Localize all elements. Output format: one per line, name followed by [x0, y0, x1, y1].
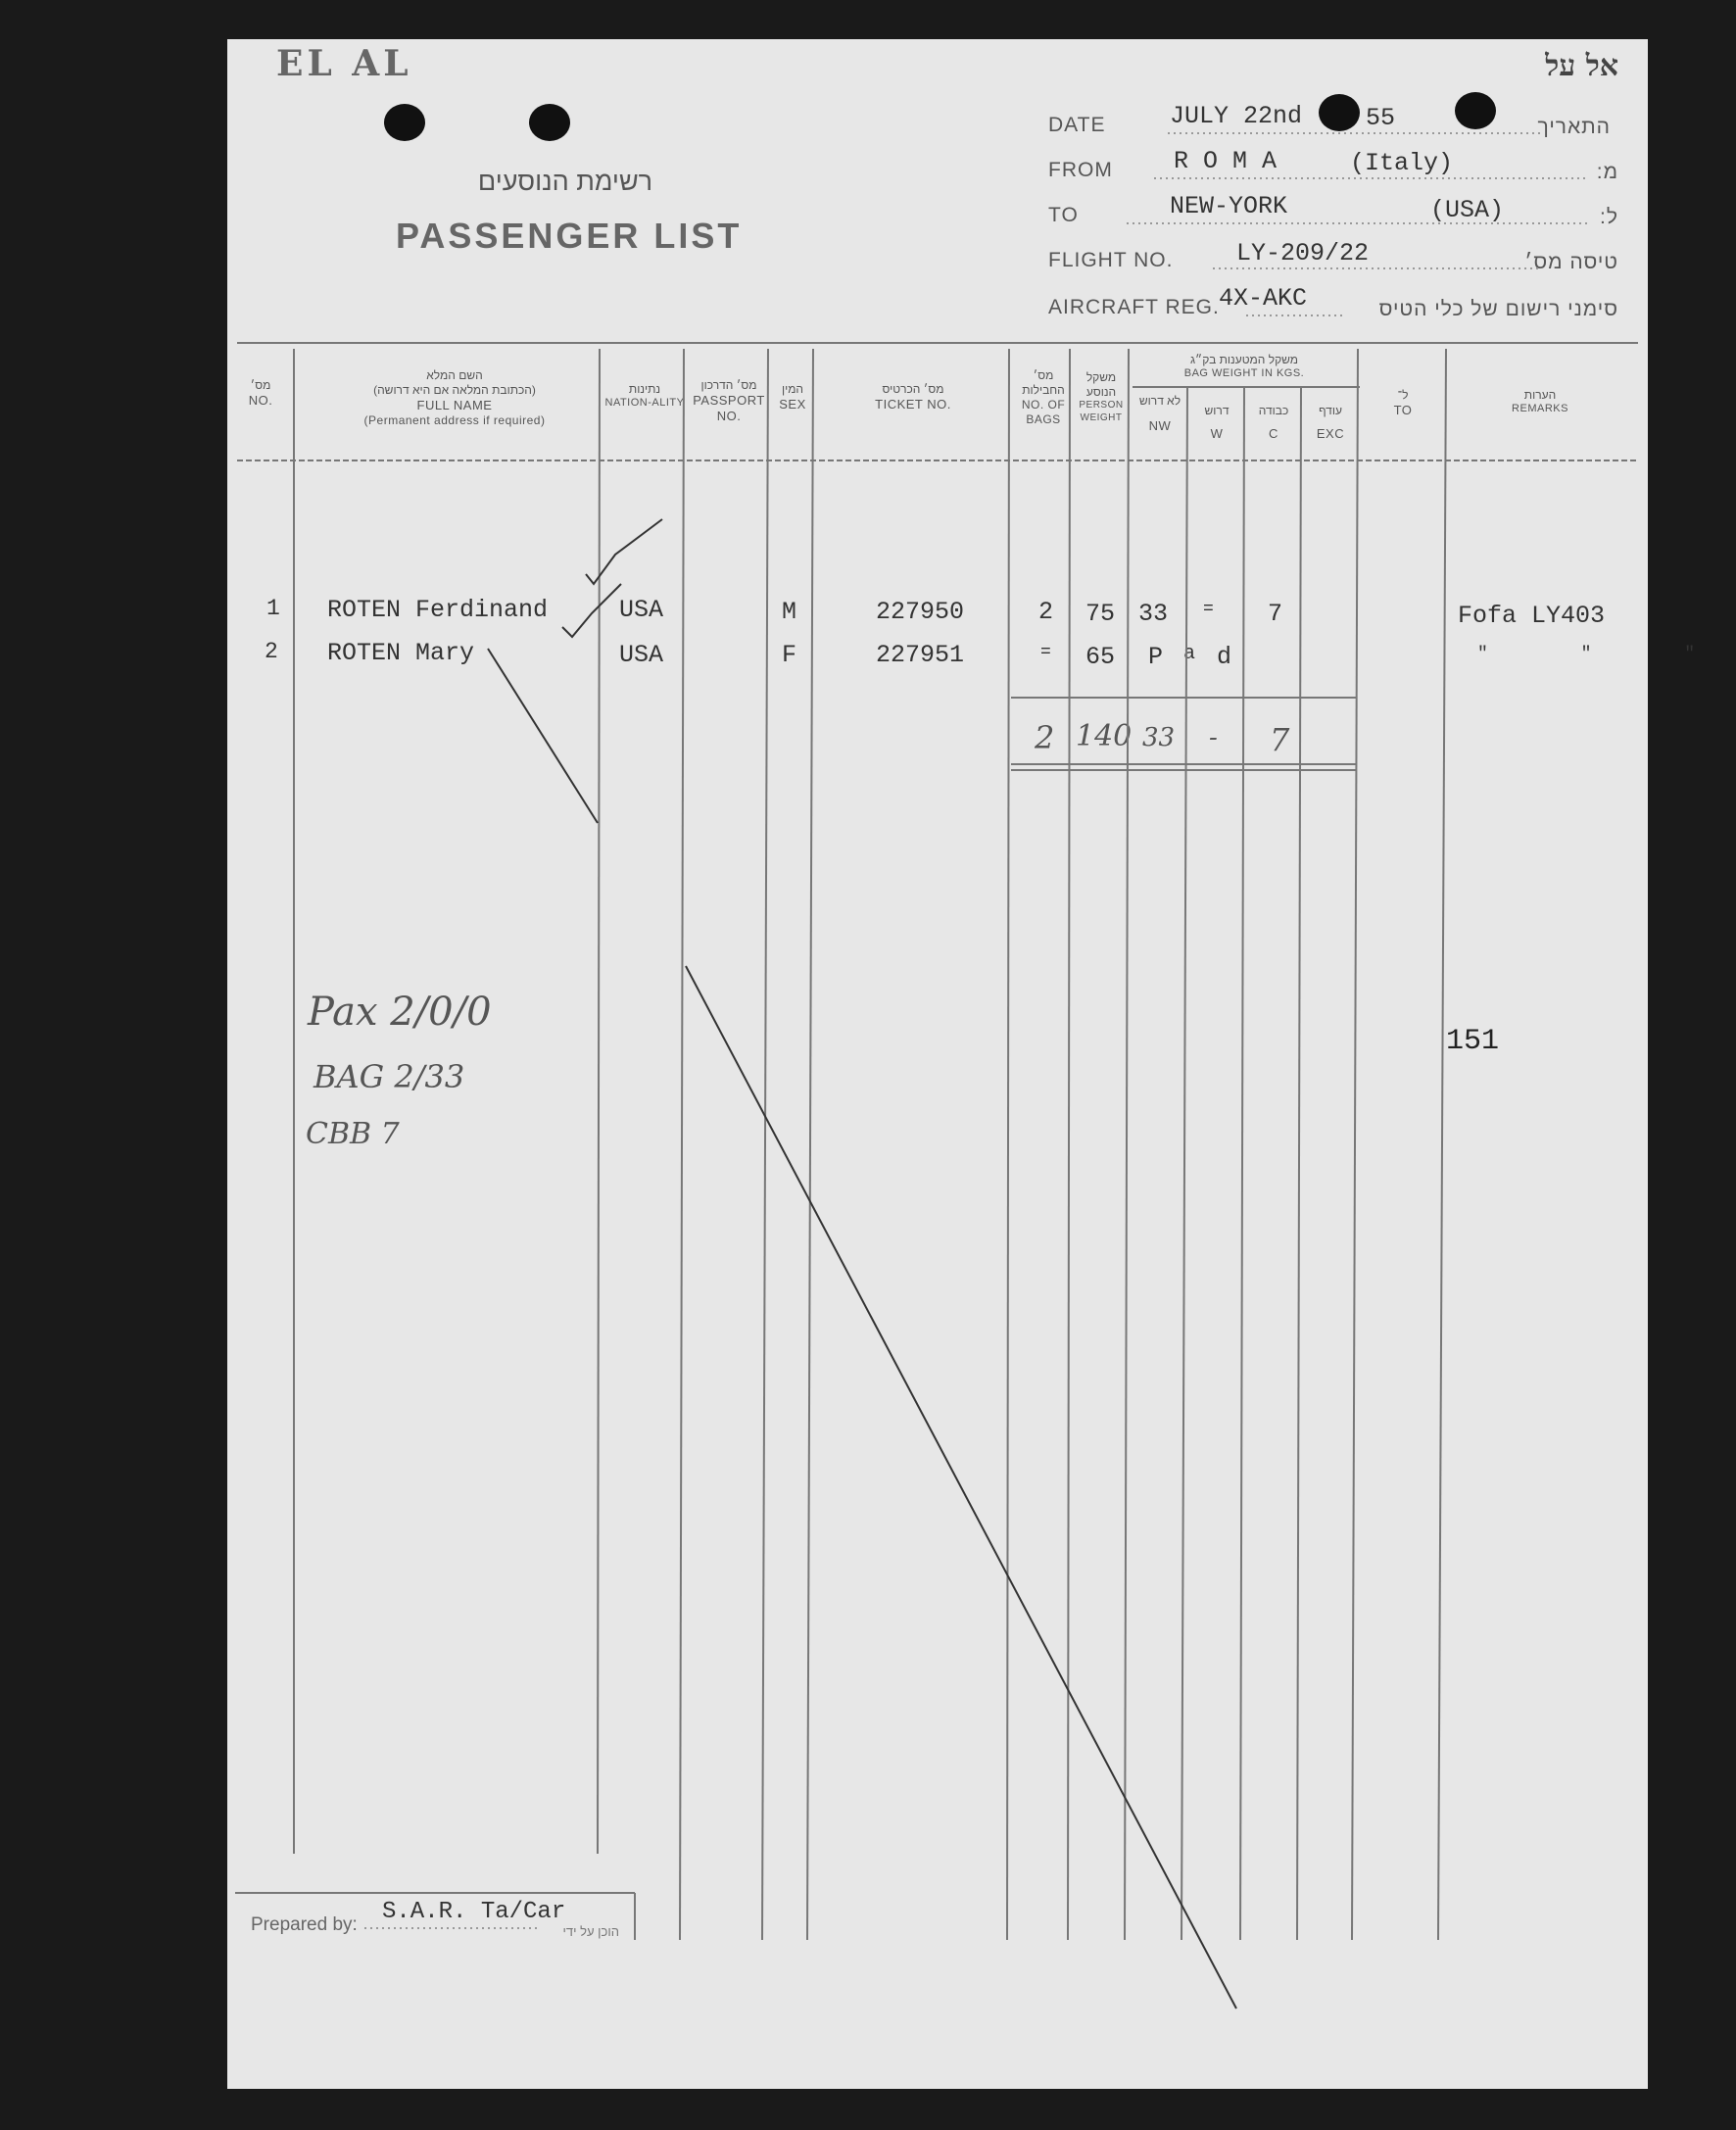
- row1-sex: M: [782, 598, 797, 626]
- passenger-list-sheet: [227, 39, 1736, 2089]
- from-label-he: מ:: [1596, 161, 1618, 183]
- row1-bags: 2: [1038, 598, 1054, 626]
- col-exc-header: עודף EXC: [1316, 404, 1345, 441]
- col-bag-weight-group-header: משקל המטענות בק״ג BAG WEIGHT IN KGS.: [1183, 353, 1305, 379]
- row1-person-weight: 75: [1085, 600, 1116, 628]
- aircraft-reg-label-he: סימני רישום של כלי הטיס: [1378, 298, 1618, 320]
- to-city: NEW-YORK: [1170, 192, 1288, 220]
- from-city: R O M A: [1174, 147, 1278, 175]
- col-remarks-header: הערות REMARKS: [1512, 388, 1568, 414]
- handwritten-pax-note: Pax 2/0/0: [308, 990, 492, 1035]
- table-grid: [227, 39, 1648, 2089]
- col-ticket-header: מס׳ הכרטיס TICKET NO.: [875, 382, 951, 411]
- row2-nationality: USA: [619, 641, 664, 669]
- row2-nw: P: [1148, 643, 1164, 671]
- row2-ticket: 227951: [876, 641, 965, 669]
- from-label: FROM: [1048, 159, 1113, 181]
- col-no-header: מס׳ NO.: [248, 378, 273, 408]
- title-en: PASSENGER LIST: [396, 216, 743, 256]
- row2-sex: F: [782, 641, 797, 669]
- prepared-by-value: S.A.R. Ta/Car: [382, 1899, 566, 1925]
- row1-no: 1: [266, 596, 280, 621]
- flight-no-value: LY-209/22: [1236, 239, 1370, 267]
- airline-name-en: EL AL: [276, 43, 412, 84]
- aircraft-reg-value: 4X-AKC: [1219, 284, 1308, 313]
- row1-w: =: [1203, 600, 1214, 619]
- row2-remarks: " " ": [1477, 645, 1736, 664]
- date-year: 55: [1366, 104, 1396, 132]
- col-w-header: דרוש W: [1204, 404, 1230, 441]
- col-to-header: ל־ TO: [1393, 388, 1413, 417]
- total-c: 7: [1270, 721, 1290, 758]
- col-nw-header: לא דרוש NW: [1138, 394, 1181, 433]
- total-bags: 2: [1035, 719, 1055, 756]
- title-he: רשימת הנוסעים: [477, 167, 653, 196]
- to-label-he: ל:: [1600, 206, 1618, 228]
- airline-name-he: אל על: [1545, 49, 1618, 83]
- row2-name: ROTEN Mary: [327, 639, 475, 667]
- prepared-by-label-he: הוכן על ידי: [562, 1924, 619, 1939]
- row1-c: 7: [1268, 600, 1283, 628]
- row2-w: a: [1183, 643, 1196, 665]
- handwritten-cbb-note: CBB 7: [306, 1117, 400, 1151]
- row1-nationality: USA: [619, 596, 664, 624]
- row1-ticket: 227950: [876, 598, 965, 626]
- to-label: TO: [1048, 204, 1079, 226]
- total-person-weight: 140: [1076, 719, 1133, 753]
- row2-bags: =: [1040, 643, 1051, 662]
- date-label: DATE: [1048, 114, 1106, 136]
- row1-remarks: Fofa LY403: [1458, 602, 1606, 630]
- date-value: JULY 22nd: [1170, 102, 1303, 130]
- col-c-header: כבודה C: [1258, 404, 1289, 441]
- flight-no-label-he: טיסה מס׳: [1524, 251, 1618, 273]
- total-w: -: [1209, 723, 1218, 752]
- col-nationality-header: נתינות NATION-ALITY: [604, 382, 685, 409]
- col-bags-header: מס׳ החבילות NO. OF BAGS: [1021, 368, 1066, 426]
- from-country: (Italy): [1350, 149, 1454, 177]
- row1-name: ROTEN Ferdinand: [327, 596, 549, 624]
- col-name-header: השם המלא (הכתובת המלאה אם היא דרושה) FULL NAME (Permanent address if required): [363, 368, 546, 428]
- col-sex-header: המין SEX: [779, 382, 806, 411]
- to-country: (USA): [1430, 196, 1505, 224]
- row1-nw: 33: [1138, 600, 1169, 628]
- handwritten-bag-note: BAG 2/33: [313, 1058, 465, 1095]
- aircraft-reg-label: AIRCRAFT REG.: [1048, 296, 1220, 318]
- row2-no: 2: [265, 639, 278, 664]
- col-person-weight-header: משקל הנוסע PERSON WEIGHT: [1079, 370, 1124, 423]
- total-nw: 33: [1142, 723, 1176, 752]
- annotation-number: 151: [1446, 1025, 1500, 1058]
- row2-person-weight: 65: [1085, 643, 1116, 671]
- prepared-by-label: Prepared by:: [251, 1914, 358, 1935]
- flight-no-label: FLIGHT NO.: [1048, 249, 1174, 271]
- date-label-he: התאריך: [1537, 116, 1611, 138]
- row2-c: d: [1217, 643, 1232, 671]
- col-passport-header: מס׳ הדרכון PASSPORT NO.: [693, 378, 765, 424]
